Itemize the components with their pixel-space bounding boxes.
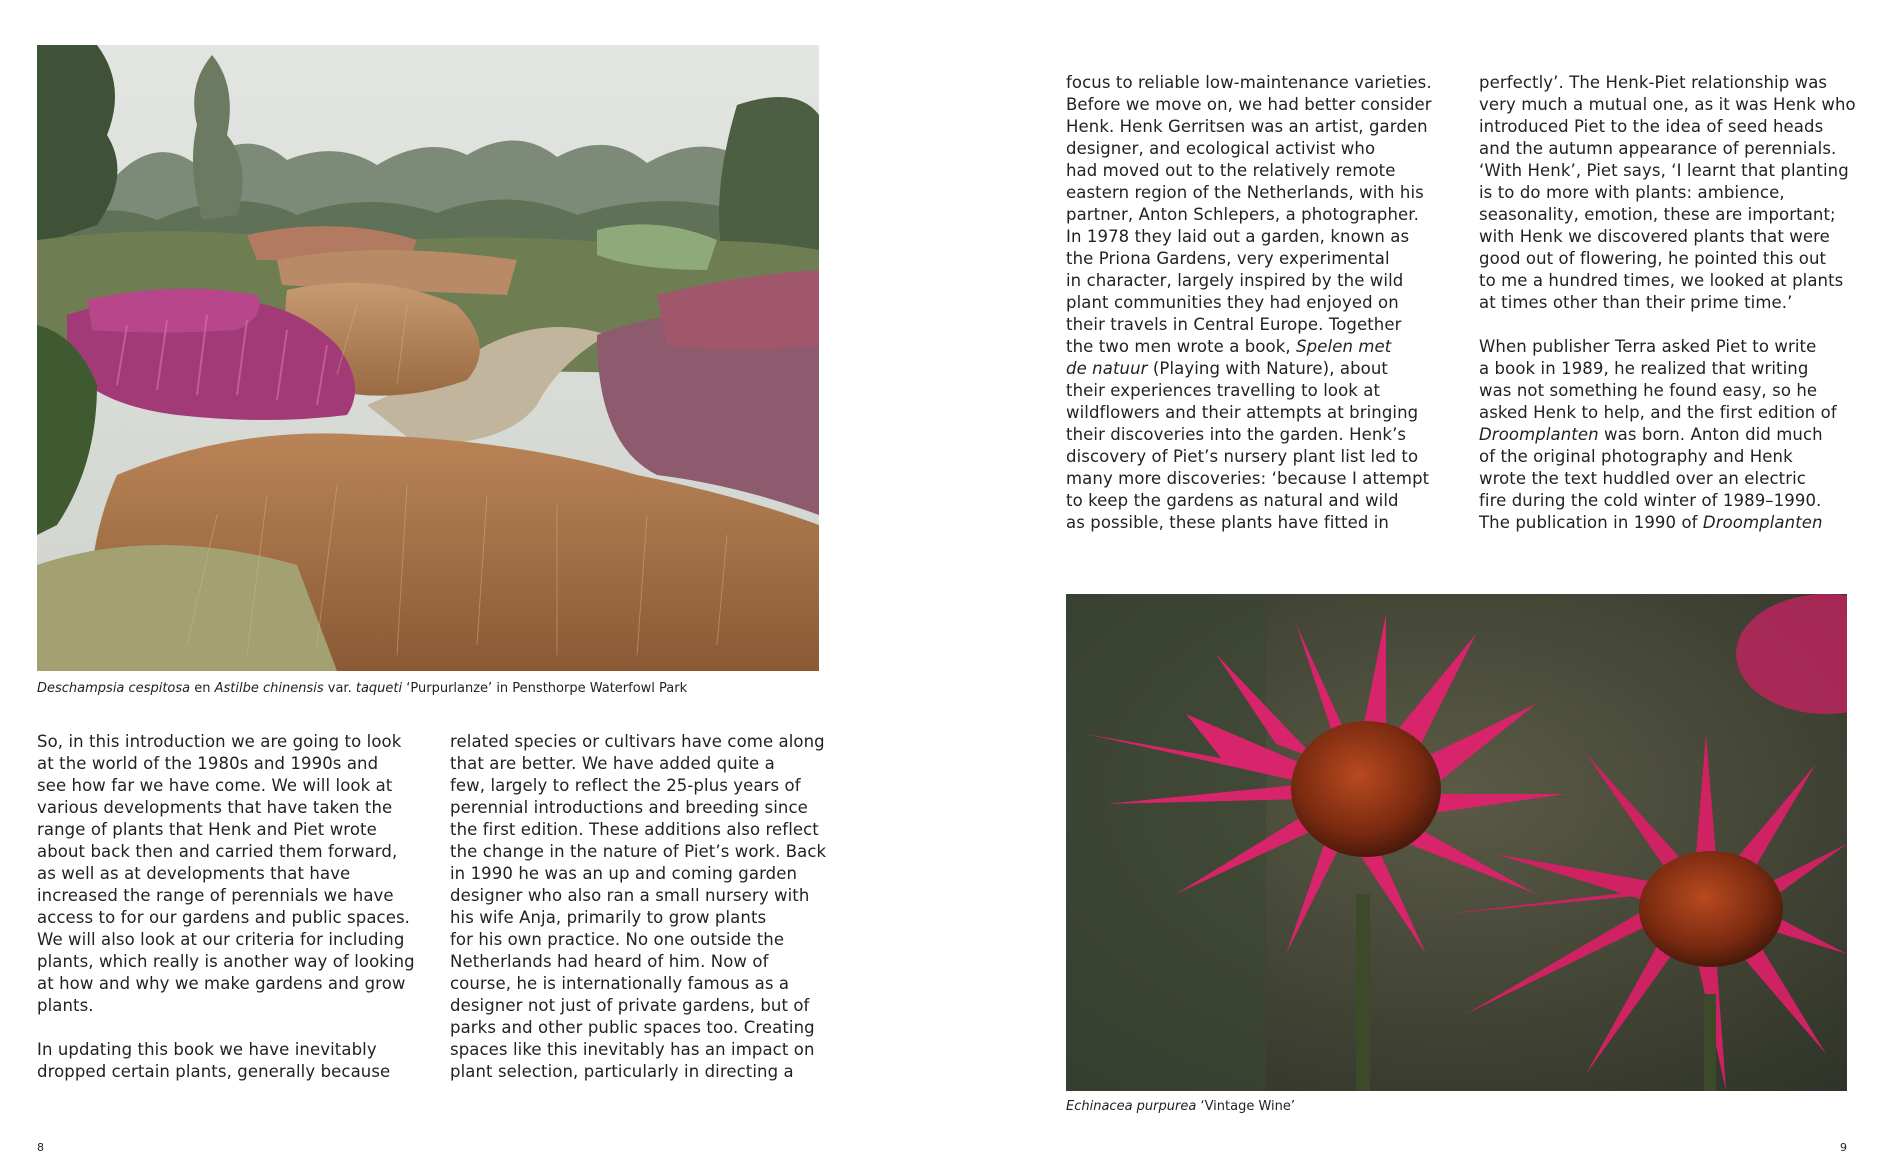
body-paragraph: related species or cultivars have come along that are better. We have added quite a few, largely to reflect the 25-plus years of perennial introductions and breeding since the first edition. These additions also reflect the change in the nature of Piet’s work. Back in 1990 he was an up and coming garden designer who also ran a small nursery with his wife Anja, primarily to grow plants for his own practice. No one outside the Netherlands had heard of him. Now of course, he is internationally famous as a designer not just of private gardens, but of parks and other public spaces too. Creating spaces like this inevitably has an impact on plant selection, particularly in directing a [450,732,827,1081]
page-number-right: 9 [1840,1141,1847,1154]
body-paragraph [1066,72,1456,534]
garden-photo-illustration [37,45,819,671]
left-page-column-1 [37,731,427,1083]
book-title: Droomplanten [1479,425,1599,444]
body-paragraph [1479,336,1869,534]
page-number-left: 8 [37,1141,44,1154]
book-title: Spelen met de natuur [1066,337,1392,378]
left-page-column-2 [450,731,840,1083]
caption-text: var. [323,681,356,696]
body-text: When publisher Terra asked Piet to write a book in 1989, he realized that writing was not something he found easy, so he asked Henk to help, and the first edition of [1479,337,1837,422]
garden-photo-caption [37,681,687,697]
caption-latin-name: taqueti [355,681,403,696]
right-page-column-1 [1066,72,1456,534]
book-title: Droomplanten [1702,513,1823,532]
caption-latin-name: Deschampsia cespitosa [37,681,191,696]
body-text: (Playing with Nature), about their experiences travelling to look at wildflowers and their attempts at bringing their discoveries into the garden. Henk’s discovery of Piet’s nursery plant list led to many more discoveries: ‘because I attempt to keep the gardens as natural and wild as possible, these plants have fitted in [1066,359,1430,532]
echinacea-photo [1066,594,1847,1091]
caption-text: ‘Purpurlanze’ in Pensthorpe Waterfowl Park [402,681,688,696]
right-page-column-2 [1479,72,1869,534]
echinacea-photo-caption [1066,1099,1295,1115]
caption-text: en [190,681,215,696]
caption-text: ‘Vintage Wine’ [1196,1099,1296,1114]
body-paragraph: So, in this introduction we are going to look at the world of the 1980s and 1990s and see how far we have come. We will look at various developments that have taken the range of plants that Henk and Piet wrote about back then and carried them forward, as well as at developments that have increased the range of perennials we have access to for our gardens and public spaces. We will also look at our criteria for including plants, which really is another way of looking at how and why we make gardens and grow plants. [37,732,415,1015]
caption-latin-name: Echinacea purpurea [1066,1099,1197,1114]
echinacea-photo-illustration [1066,594,1847,1091]
body-text: was born. Anton did much of the original photography and Henk wrote the text huddled over an electric fire during the cold winter of 1989–1990. The publication in 1990 of [1479,425,1823,532]
caption-latin-name: Astilbe chinensis [214,681,324,696]
body-paragraph: perfectly’. The Henk-Piet relationship was very much a mutual one, as it was Henk who introduced Piet to the idea of seed heads and the autumn appearance of perennials. ‘With Henk’, Piet says, ‘I learnt that planting is to do more with plants: ambience, seasonality, emotion, these are important; with Henk we discovered plants that were good out of flowering, he pointed this out to me a hundred times, we looked at plants at times other than their prime time.’ [1479,73,1856,312]
body-text: focus to reliable low-maintenance varieties. Before we move on, we had better consider Henk. Henk Gerritsen was an artist, garden designer, and ecological activist who had moved out to the relatively remote eastern region of the Netherlands, with his partner, Anton Schlepers, a photographer. In 1978 they laid out a garden, known as the Priona Gardens, very experimental in character, largely inspired by the wild plant communities they had enjoyed on their travels in Central Europe. Together the two men wrote a book, [1066,73,1432,356]
garden-photo [37,45,819,671]
body-paragraph: In updating this book we have inevitably dropped certain plants, generally because [37,1040,391,1081]
